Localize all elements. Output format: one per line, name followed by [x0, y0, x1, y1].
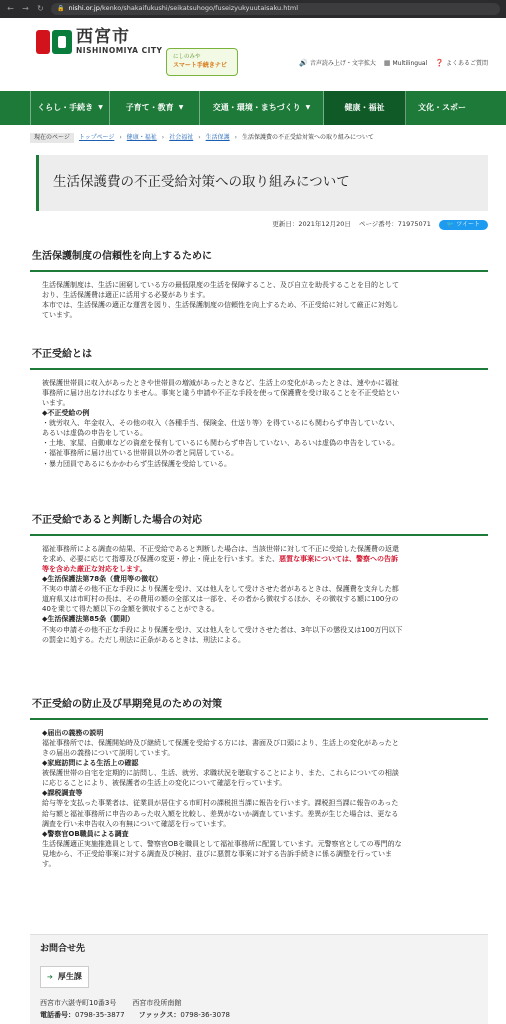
contact-heading: お問合せ先 [40, 944, 86, 954]
site-logo[interactable] [36, 28, 162, 57]
paragraph-line: 不実の申請その他不正な手段により保護を受け、又は他人をして受けさせた者があるときは、保護費を支弁した都 [42, 585, 399, 594]
list-item: ・暴力団員であるにもかかわらず生活保護を受給している。 [42, 459, 231, 468]
subheading: ◆生活保護法第85条（罰則） [42, 615, 135, 624]
breadcrumb [30, 132, 500, 144]
logo-name-en: NISHINOMIYA CITY [76, 46, 163, 55]
breadcrumb-link[interactable]: 生活保護 [205, 133, 230, 141]
paragraph-line: 事務所に届け出なければなりません。事実と違う申請や不正な手段を使って保護費を受け取ることを不正受給とい [42, 388, 400, 397]
tweet-button[interactable] [439, 220, 488, 231]
arrow-right-icon: ➔ [47, 972, 53, 981]
paragraph-line: 給与額と福祉事務所に申告のあった収入額を比較し、差異がないか調査しています。差異が生じた場合は、更なる [42, 809, 399, 818]
tel-number: 0798-35-3877 [75, 1010, 125, 1019]
reload-icon[interactable]: ↻ [37, 4, 44, 14]
twitter-icon: 🐦 [446, 220, 457, 228]
breadcrumb-link[interactable]: 社会福祉 [169, 133, 194, 141]
paragraph-line: 福祉事務所による調査の結果、不正受給であると判断した場合は、当該世帯に対して不正に受給した保護費の返還 [42, 544, 399, 553]
breadcrumb-link[interactable]: 健康・福祉 [126, 133, 157, 141]
section-heading: 不正受給の防止及び早期発見のための対策 [30, 694, 488, 720]
paragraph-line: 給与等を支払った事業者は、従業員が居住する市町村の課税担当課に報告を行います。課税担当課に報告のあった [42, 799, 399, 808]
nav-item-childcare[interactable] [110, 91, 200, 125]
paragraph-text: を求め、必要に応じて指導及び保護の変更・停止・廃止を行います。また、 [42, 554, 280, 563]
subheading: ◆課税調査等 [42, 789, 83, 798]
tweet-label: ツイート [456, 220, 480, 228]
multilingual-link[interactable] [384, 58, 427, 69]
fax-number: 0798-36-3078 [180, 1010, 230, 1019]
nav-label: 文化・スポー [418, 103, 466, 113]
language-icon: ▦ [383, 59, 391, 67]
paragraph-line: 本市では、生活保護の適正な運営を図り、生活保護制度の信頼性を向上するため、不正受給に対して厳正に対処し [42, 300, 399, 309]
paragraph-line: の罰金に処する。ただし刑法に正条があるときは、刑法による。 [42, 635, 245, 644]
list-item: ・福祉事務所に届け出ている世帯員以外の者と同居している。 [42, 449, 238, 458]
breadcrumb-link[interactable]: トップページ [78, 133, 115, 141]
faq-link[interactable] [435, 58, 488, 69]
list-item: ・就労収入、年金収入、その他の収入（各種手当、保険金、仕送り等）を得ているにも関わらず申告していない、 [42, 419, 399, 428]
subheading: ◆生活保護法第78条（費用等の徴収） [42, 574, 163, 583]
paragraph-line: 被保護世帯の自宅を定期的に訪問し、生活、就労、求職状況を聴取することにより、また、これらについての相談 [42, 769, 399, 778]
emphasis-text: 悪質な事案については、警察への告訴 [279, 554, 399, 563]
logo-name-jp: 西宮市 [76, 27, 130, 47]
nav-item-living[interactable] [30, 91, 110, 125]
nav-label: 交通・環境・まちづくり [212, 103, 301, 113]
breadcrumb-separator: › [119, 133, 122, 141]
section-reliability [30, 246, 488, 320]
breadcrumb-here-label: 現在のページ [30, 133, 74, 144]
chevron-down-icon: ▼ [305, 103, 311, 111]
department-link[interactable] [40, 966, 89, 988]
lock-icon: 🔒 [57, 4, 65, 12]
paragraph-line: います。 [42, 398, 70, 407]
building-name: 西宮市役所南館 [132, 998, 182, 1007]
read-aloud-label: 音声読み上げ・文字拡大 [309, 60, 376, 67]
nav-item-health-welfare[interactable] [324, 91, 406, 125]
nav-item-culture[interactable] [406, 91, 506, 125]
paragraph-line: きの届出の義務について説明しています。 [42, 748, 175, 757]
list-item: あるいは虚偽の申告をしている。 [42, 429, 147, 438]
paragraph-line: 生活保護制度は、生活に困窮している方の最低限度の生活を保障すること、及び自立を助長することを目的として [42, 280, 399, 289]
contact-phone [40, 1010, 478, 1020]
nav-label: 子育て・教育 [125, 103, 174, 113]
paragraph-line: 見地から、不正受給事案に対する調査及び検討、並びに悪質な事案に対する告訴手続きに係る調整を行っていま [42, 850, 392, 859]
tel-label: 電話番号： [40, 1010, 75, 1019]
section-prevention [30, 694, 488, 869]
back-icon[interactable]: ← [7, 4, 14, 14]
section-fraud-definition [30, 344, 488, 469]
smartnav-line2: スマート手続きナビ [173, 61, 227, 69]
paragraph-line: 生活保護適正実施推進員として、警察官OBを職員として福祉事務所に配置しています。元警察官としての専門的な [42, 840, 402, 849]
paragraph-line: 被保護世帯員に収入があったときや世帯員の増減があったときなど、生活上の変化があったときは、速やかに福祉 [42, 378, 399, 387]
contact-address [40, 998, 478, 1008]
updated-date: 更新日：2021年12月20日 [272, 220, 351, 229]
fax-label: ファックス： [138, 1010, 181, 1019]
paragraph-line [42, 554, 476, 564]
section-heading: 不正受給とは [30, 344, 488, 370]
contact-box [30, 934, 488, 1024]
smartnav-line1: にしのみや [173, 53, 201, 60]
section-response [30, 510, 488, 645]
breadcrumb-separator: › [161, 133, 165, 141]
paragraph-line: 不実の申請その他不正な手段により保護を受け、又は他人をして受けさせた者は、3年以下の懲役又は100万円以下 [42, 625, 403, 634]
page-number: ページ番号：71975071 [358, 220, 431, 229]
paragraph-line: ています。 [42, 310, 77, 319]
read-aloud-link[interactable] [299, 58, 376, 69]
subheading: ◆届出の義務の説明 [42, 728, 104, 737]
site-header [0, 18, 506, 73]
subheading: ◆家庭訪問による生活上の確認 [42, 758, 139, 767]
browser-toolbar [0, 0, 506, 18]
address-bar[interactable] [51, 3, 500, 15]
smart-procedure-nav-banner[interactable] [166, 48, 238, 76]
department-label: 厚生課 [57, 972, 82, 982]
nav-label: 健康・福祉 [344, 103, 385, 113]
list-item: ・土地、家屋、自動車などの資産を保有しているにも関わらず申告していない、あるいは虚偽の申告をしている。 [42, 439, 399, 448]
paragraph-line: 福祉事務所では、保護開始時及び継続して保護を受給する方には、書面及び口頭により、生活上の変化があったと [42, 738, 399, 747]
paragraph-line: に応じることにより、被保護者の生活上の変化について確認を行っています。 [42, 779, 287, 788]
page-title: 生活保護費の不正受給対策への取り組みについて [53, 174, 350, 191]
header-utilities [299, 58, 488, 69]
page [0, 18, 506, 1019]
paragraph-line: 40を乗じて得た額以下の金額を徴収することができる。 [42, 605, 219, 614]
subheading: ◆警察官OB職員による調査 [42, 829, 129, 838]
chevron-down-icon: ▼ [98, 103, 103, 111]
page-meta [36, 218, 488, 232]
breadcrumb-separator: › [234, 133, 238, 141]
nav-label: くらし・手続き [37, 103, 94, 113]
speaker-icon: 🔊 [299, 59, 308, 67]
breadcrumb-current: 生活保護費の不正受給対策への取り組みについて [242, 133, 374, 141]
chevron-down-icon: ▼ [178, 103, 184, 111]
section-heading: 不正受給であると判断した場合の対応 [30, 510, 488, 536]
page-title-box [36, 155, 488, 211]
global-nav [0, 91, 506, 125]
emphasis-text: 等を含めた厳正な対応をします。 [42, 564, 147, 573]
address-line: 西宮市六湛寺町10番3号 [40, 998, 117, 1007]
breadcrumb-separator: › [198, 133, 201, 141]
logo-mark-icon [36, 30, 72, 54]
subheading: ◆不正受給の例 [42, 408, 90, 417]
paragraph-line: 調査を行い未申告収入の有無について確認を行っています。 [42, 819, 231, 828]
nav-item-transport[interactable] [200, 91, 324, 125]
faq-label: よくあるご質問 [445, 60, 488, 67]
url-path: /kenko/shakaifukushi/seikatsuhogo/fuseizyukyuutaisaku.html [99, 4, 299, 13]
section-heading: 生活保護制度の信頼性を向上するために [30, 246, 488, 272]
paragraph-line: おり、生活保護費は適正に活用する必要があります。 [42, 290, 210, 299]
paragraph-line: す。 [42, 860, 56, 869]
url-host: nishi.or.jp [68, 4, 100, 13]
forward-icon[interactable]: → [22, 4, 29, 14]
question-icon: ❓ [435, 59, 444, 67]
paragraph-line: 道府県又は市町村の長は、その費用の額の全部又は一部を、その者から徴収するほか、その徴収する額に100分の [42, 595, 399, 604]
multilingual-label: Multilingual [392, 60, 428, 67]
